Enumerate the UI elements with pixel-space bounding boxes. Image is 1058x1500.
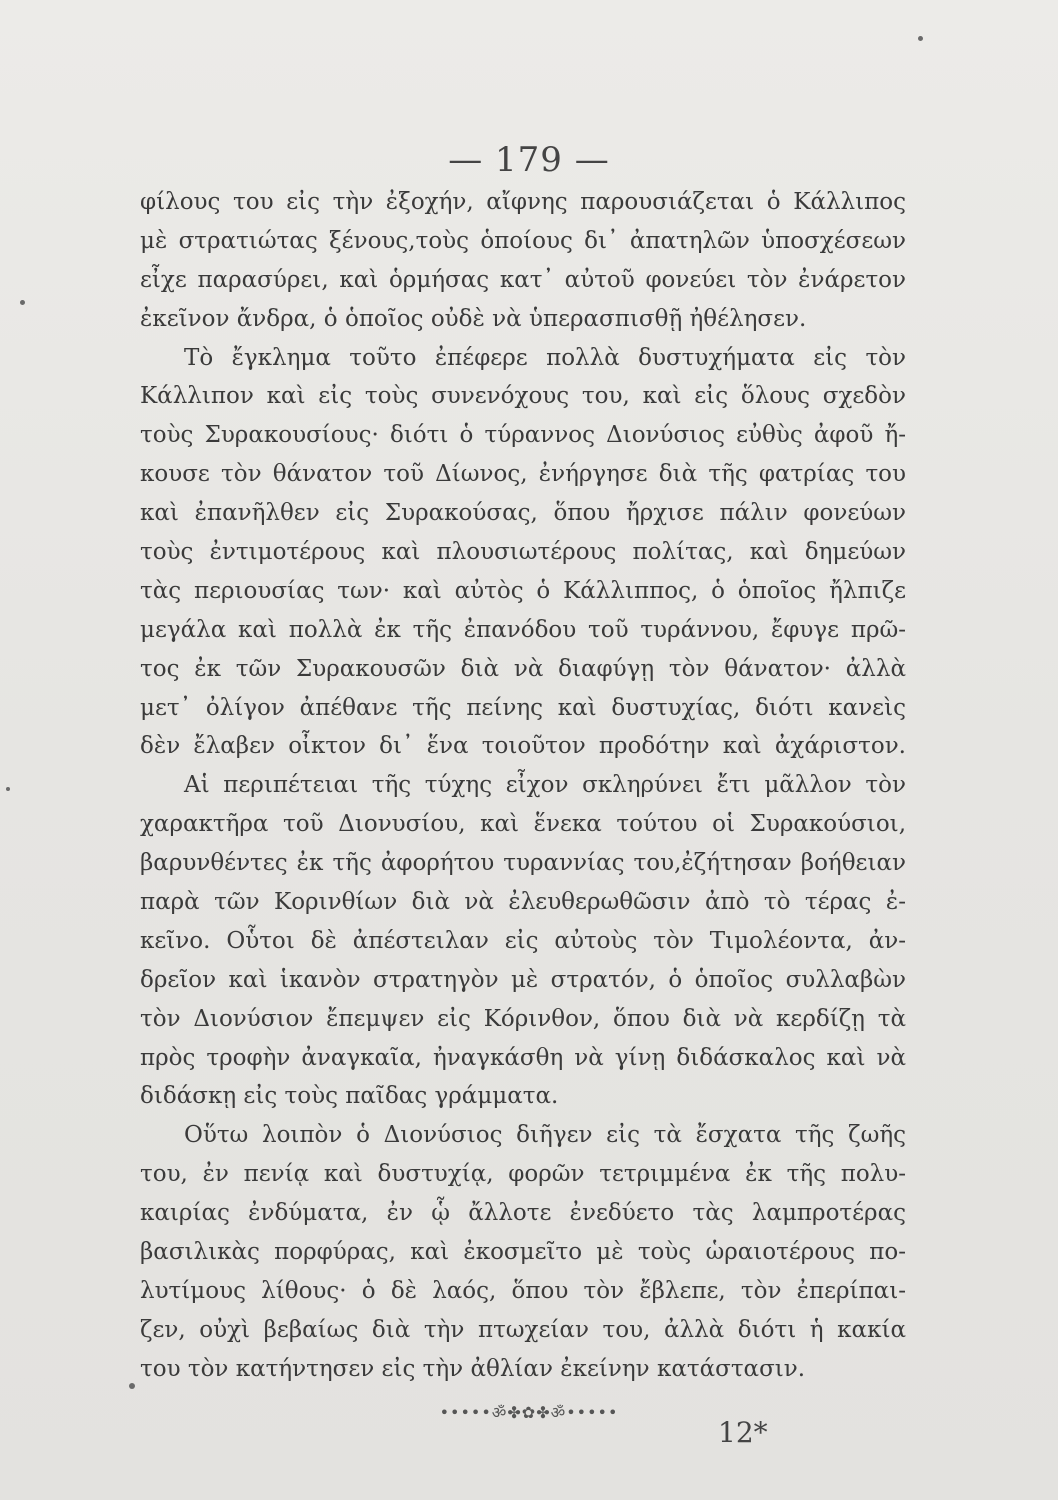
speck-mark [129, 1383, 135, 1389]
body-text [140, 183, 906, 1389]
text-line: διδάσκῃ εἰς τοὺς παῖδας γράμματα. [140, 1083, 559, 1110]
text-line: κουσε τὸν θάνατον τοῦ Δίωνος, ἐνήργησε διὰ τῆς φατρίας του [140, 461, 906, 488]
text-line: τοὺς Συρακουσίους· διότι ὁ τύραννος Διονύσιος εὐθὺς ἀφοῦ ἤ- [140, 422, 906, 449]
text-line: βασιλικὰς πορφύρας, καὶ ἐκοσμεῖτο μὲ τοὺς ὡραιοτέρους πο- [140, 1239, 906, 1266]
text-line: ζεν, οὐχὶ βεβαίως διὰ τὴν πτωχείαν του, ἀλλὰ διότι ἡ κακία [140, 1316, 906, 1343]
speck-mark [918, 36, 923, 41]
text-line: μὲ στρατιώτας ξένους,τοὺς ὁποίους δι᾽ ἀπατηλῶν ὑποσχέσεων [140, 227, 906, 254]
text-line: του τὸν κατήντησεν εἰς τὴν ἀθλίαν ἐκείνην κατάστασιν. [140, 1355, 806, 1382]
text-line: φίλους του εἰς τὴν ἐξοχήν, αἴφνης παρουσιάζεται ὁ Κάλλιπος [140, 189, 906, 215]
text-line: τος ἐκ τῶν Συρακουσῶν διὰ νὰ διαφύγῃ τὸν θάνατον· ἀλλὰ [140, 655, 906, 682]
text-line: εἶχε παρασύρει, καὶ ὁρμήσας κατ᾽ αὐτοῦ φονεύει τὸν ἐνάρετον [140, 266, 906, 293]
text-line: παρὰ τῶν Κορινθίων διὰ νὰ ἐλευθερωθῶσιν ἀπὸ τὸ τέρας ἐ- [140, 889, 906, 916]
text-line: ἐκεῖνον ἄνδρα, ὁ ὁποῖος οὐδὲ νὰ ὑπερασπισθῇ ἠθέλησεν. [140, 305, 807, 332]
text-line: μεγάλα καὶ πολλὰ ἐκ τῆς ἐπανόδου τοῦ τυράννου, ἔφυγε πρῶ- [140, 616, 906, 643]
speck-mark [20, 300, 25, 305]
text-line: τοὺς ἐντιμοτέρους καὶ πλουσιωτέρους πολίτας, καὶ δημεύων [140, 539, 906, 566]
ornament-divider: •••••ॐ✤✿✤ॐ••••• [439, 1403, 619, 1422]
text-line: Αἱ περιπέτειαι τῆς τύχης εἶχον σκληρύνει ἔτι μᾶλλον τὸν [184, 772, 906, 799]
speck-mark [6, 787, 10, 791]
text-line: δρεῖον καὶ ἱκανὸν στρατηγὸν μὲ στρατόν, ὁ ὁποῖος συλλαβὼν [140, 966, 906, 993]
text-line: Κάλλιπον καὶ εἰς τοὺς συνενόχους του, καὶ εἰς ὅλους σχεδὸν [140, 383, 906, 410]
text-line: καὶ ἐπανῆλθεν εἰς Συρακούσας, ὅπου ἤρχισε πάλιν φονεύων [140, 500, 906, 527]
text-line: δὲν ἔλαβεν οἶκτον δι᾽ ἕνα τοιοῦτον προδότην καὶ ἀχάριστον. [140, 733, 906, 760]
text-line: τὸν Διονύσιον ἔπεμψεν εἰς Κόρινθον, ὅπου διὰ νὰ κερδίζῃ τὰ [140, 1005, 906, 1032]
text-line: κεῖνο. Οὗτοι δὲ ἀπέστειλαν εἰς αὐτοὺς τὸν Τιμολέοντα, ἀν- [140, 927, 906, 954]
text-line: λυτίμους λίθους· ὁ δὲ λαός, ὅπου τὸν ἔβλεπε, τὸν ἐπερίπαι- [140, 1277, 906, 1304]
text-line: του, ἐν πενίᾳ καὶ δυστυχίᾳ, φορῶν τετριμμένα ἐκ τῆς πολυ- [140, 1161, 906, 1188]
text-line: χαρακτῆρα τοῦ Διονυσίου, καὶ ἕνεκα τούτου οἱ Συρακούσιοι, [140, 811, 906, 838]
text-line: τὰς περιουσίας των· καὶ αὐτὸς ὁ Κάλλιππος, ὁ ὁποῖος ἤλπιζε [140, 577, 906, 604]
text-line: μετ᾽ ὀλίγον ἀπέθανε τῆς πείνης καὶ δυστυχίας, διότι κανεὶς [140, 694, 906, 721]
signature-mark: 12* [718, 1416, 768, 1449]
text-line: πρὸς τροφὴν ἀναγκαῖα, ἠναγκάσθη νὰ γίνῃ διδάσκαλος καὶ νὰ [140, 1044, 906, 1071]
text-line: Τὸ ἔγκλημα τοῦτο ἐπέφερε πολλὰ δυστυχήματα εἰς τὸν [184, 344, 906, 371]
text-line: βαρυνθέντες ἐκ τῆς ἀφορήτου τυραννίας του,ἐζήτησαν βοήθειαν [140, 850, 906, 877]
text-line: Οὕτω λοιπὸν ὁ Διονύσιος διῆγεν εἰς τὰ ἔσχατα τῆς ζωῆς [184, 1122, 906, 1149]
page-number: — 179 — [448, 140, 610, 180]
text-line: καιρίας ἐνδύματα, ἐν ᾧ ἄλλοτε ἐνεδύετο τὰς λαμπροτέρας [140, 1200, 906, 1227]
